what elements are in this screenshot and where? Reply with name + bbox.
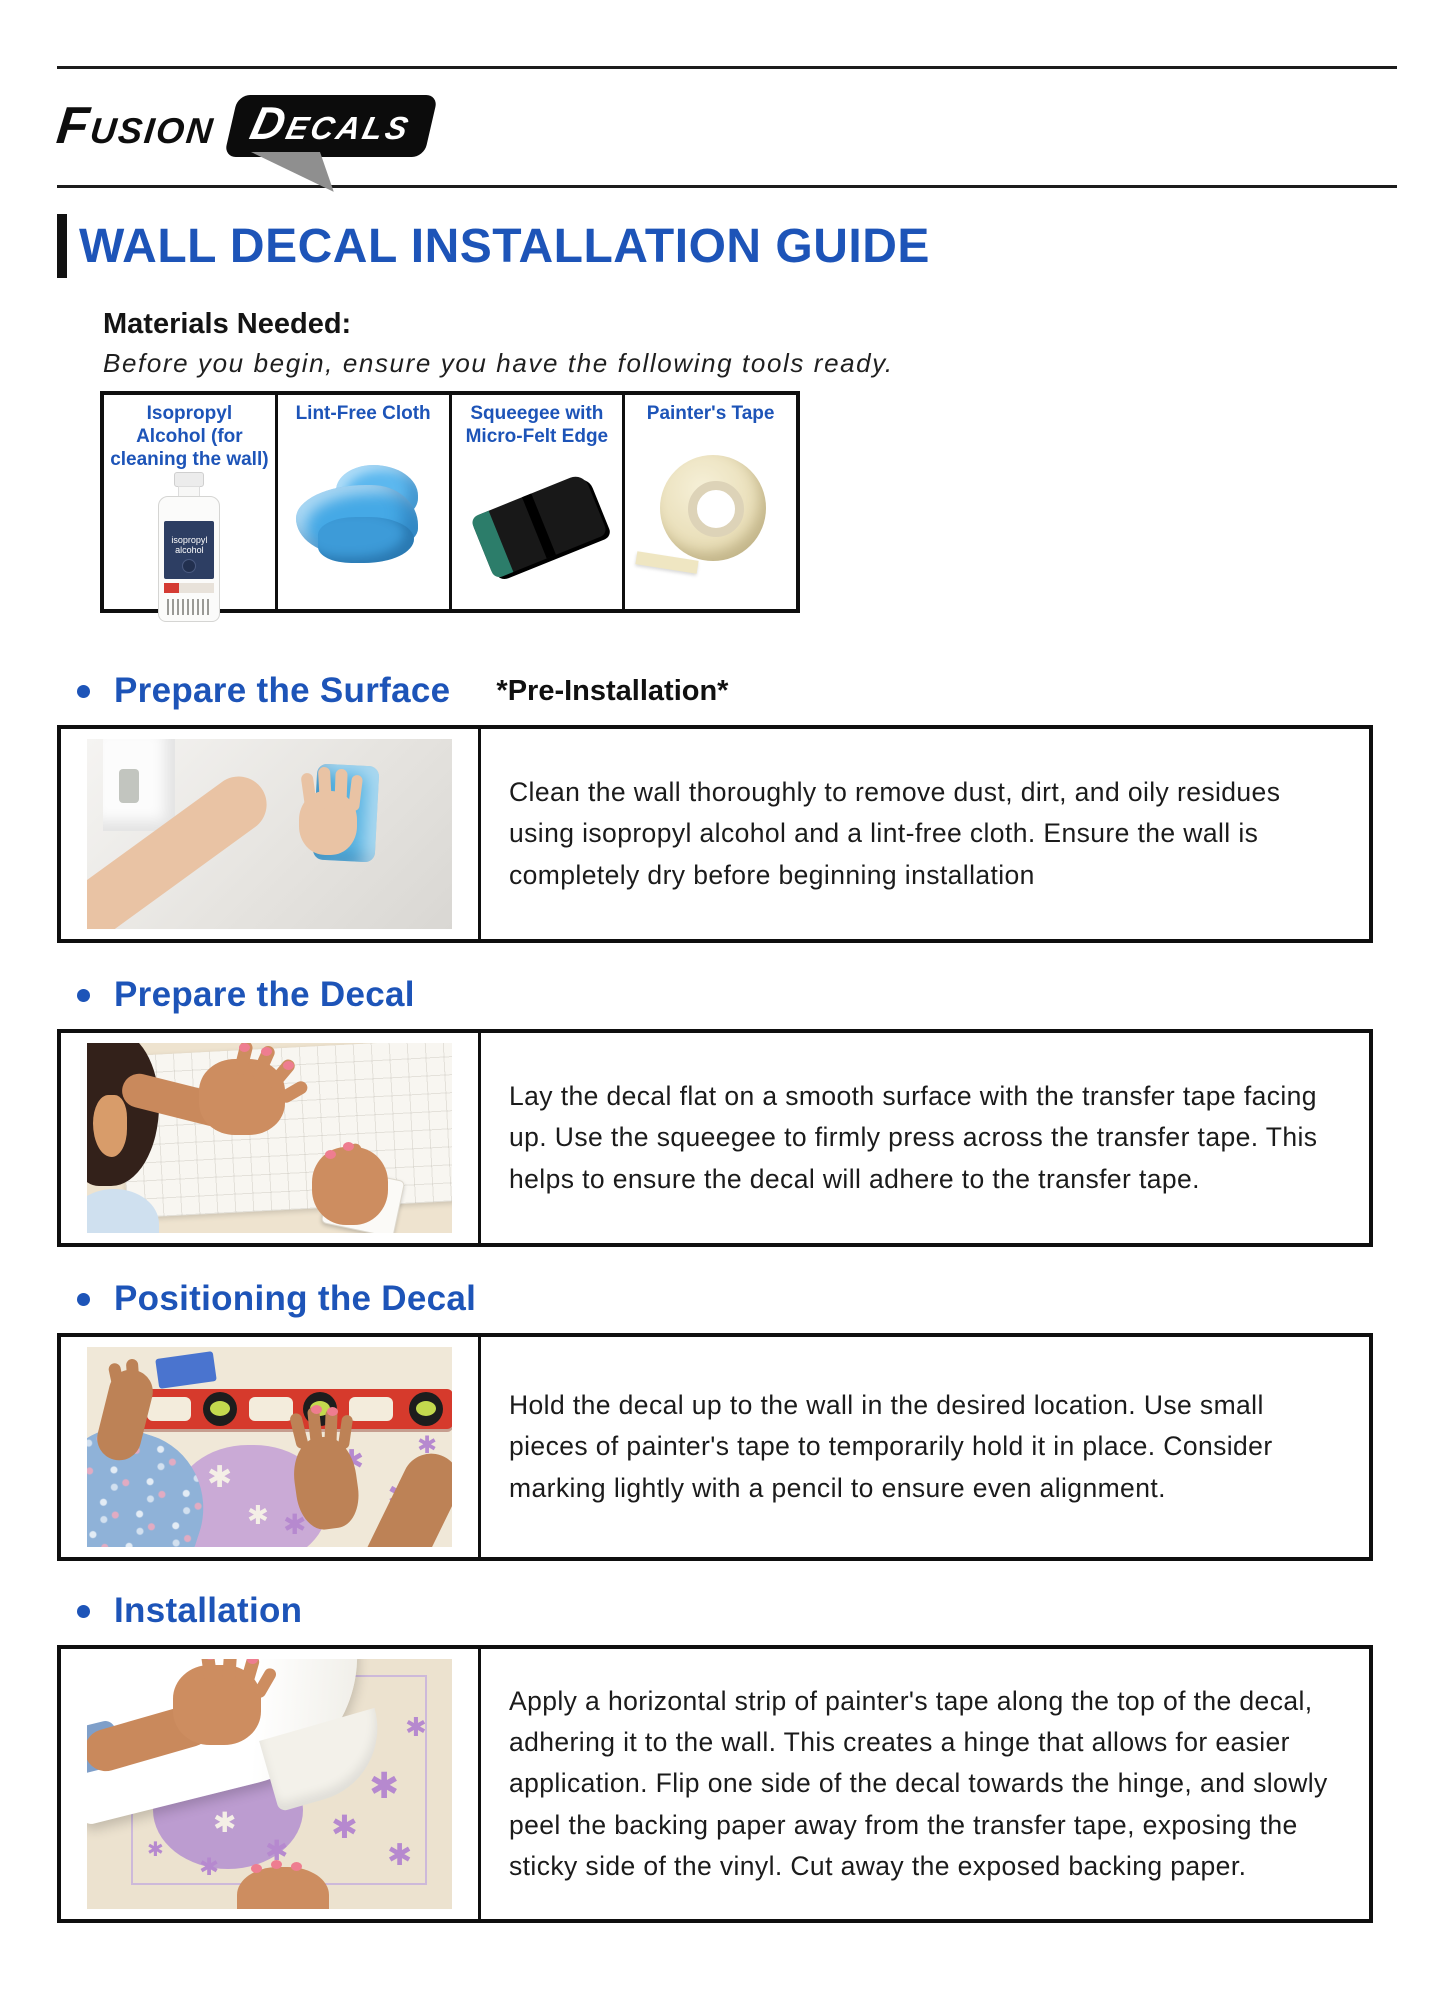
materials-heading: Materials Needed: xyxy=(103,308,352,340)
level-positioning-photo xyxy=(87,1347,452,1547)
step-box-installation xyxy=(57,1645,1373,1923)
logo-decals-badge xyxy=(224,95,438,157)
bullet-icon xyxy=(77,685,90,698)
step4-instructions: Apply a horizontal strip of painter's tape along the top of the decal, adhering it to the wall. This creates a hinge that allows for easier application. Flip one side of the decal towards the hinge, and slowly peel the backing paper away from the transfer tape, exposing the sticky side of the vinyl. Cut away the exposed backing paper. xyxy=(509,1685,1328,1881)
blue-cloth-icon xyxy=(288,453,438,573)
material-cell-alcohol xyxy=(104,395,278,609)
star-decal xyxy=(405,1715,427,1741)
bottle-barcode xyxy=(167,599,211,615)
page-title: WALL DECAL INSTALLATION GUIDE xyxy=(79,219,930,273)
step2-text-cell xyxy=(481,1033,1369,1243)
step4-photo-cell xyxy=(61,1649,481,1919)
isopropyl-alcohol-photo xyxy=(110,472,269,624)
material-label: Squeegee with Micro-Felt Edge xyxy=(465,403,609,448)
section-prepare-decal xyxy=(57,969,1397,1021)
material-cell-tape xyxy=(625,395,796,609)
wall-cleaning-photo xyxy=(87,739,452,929)
section-positioning-decal xyxy=(57,1273,1397,1325)
step2-photo-cell xyxy=(61,1033,481,1243)
shelf xyxy=(103,739,175,831)
person-face xyxy=(93,1095,127,1157)
squeegee-photo xyxy=(458,448,617,601)
arm xyxy=(352,1444,452,1547)
section-prepare-surface xyxy=(57,665,1397,717)
pre-installation-note: *Pre-Installation* xyxy=(496,674,729,707)
level-vial xyxy=(409,1392,443,1426)
material-label: Lint-Free Cloth xyxy=(295,403,431,424)
painters-tape-photo xyxy=(631,425,790,601)
bullet-icon xyxy=(77,1293,90,1306)
step-box-positioning-decal xyxy=(57,1333,1373,1561)
step2-instructions: Lay the decal flat on a smooth surface with the transfer tape facing up. Use the squeegee to firmly press across the transfer tape. This helps to ensure the decal will adhere to the transfer tape. xyxy=(509,1081,1318,1194)
step-box-prepare-decal xyxy=(57,1029,1373,1247)
star-decal xyxy=(207,1463,232,1493)
painters-tape-piece xyxy=(155,1351,217,1389)
star-decal xyxy=(369,1769,399,1805)
lint-free-cloth-photo xyxy=(284,425,443,601)
logo-decals-wordmark: Decals xyxy=(245,97,418,149)
peeling-backing-photo xyxy=(87,1659,452,1909)
alcohol-bottle-icon xyxy=(154,472,224,624)
step3-instructions: Hold the decal up to the wall in the desired location. Use small pieces of painter's tape to temporarily hold it in place. Consider marking lightly with a pencil to ensure even alignment. xyxy=(509,1390,1273,1503)
bottle-label: isopropyl alcohol xyxy=(164,521,214,579)
section-heading: Prepare the Decal xyxy=(114,975,415,1014)
star-decal xyxy=(331,1811,358,1843)
star-decal xyxy=(247,1503,269,1529)
squeegee-felt-edge xyxy=(470,510,513,579)
section-installation xyxy=(57,1585,1397,1637)
bullet-icon xyxy=(77,1605,90,1618)
step1-instructions: Clean the wall thoroughly to remove dust, dirt, and oily residues using isopropyl alcohol and a lint-free cloth. Ensure the wall is completely dry before beginning installation xyxy=(509,777,1281,890)
squeegee-icon xyxy=(462,463,612,587)
logo-fusion-wordmark: Fusion xyxy=(53,97,218,155)
star-decal xyxy=(213,1809,236,1837)
section-heading: Installation xyxy=(114,1591,303,1630)
tape-roll-icon xyxy=(636,449,786,577)
level-vial xyxy=(203,1392,237,1426)
step1-text-cell xyxy=(481,729,1369,939)
brand-logo xyxy=(53,69,1397,179)
hand xyxy=(237,1867,329,1909)
step1-photo-cell xyxy=(61,729,481,939)
bottle-warning-strip xyxy=(164,583,214,593)
step3-text-cell xyxy=(481,1337,1369,1557)
red-level xyxy=(121,1389,452,1429)
materials-intro: Before you begin, ensure you have the following tools ready. xyxy=(103,348,894,378)
material-label: Painter's Tape xyxy=(646,403,775,424)
section-heading: Prepare the Surface xyxy=(114,671,451,710)
material-cell-squeegee xyxy=(452,395,626,609)
page-title-row xyxy=(57,210,1397,282)
star-decal xyxy=(147,1839,164,1859)
star-decal xyxy=(387,1841,412,1871)
step4-text-cell xyxy=(481,1649,1369,1919)
section-heading: Positioning the Decal xyxy=(114,1279,477,1318)
decal-flattening-photo xyxy=(87,1043,452,1233)
title-accent-bar xyxy=(57,214,67,278)
materials-table xyxy=(100,391,800,613)
material-label: Isopropyl Alcohol (for cleaning the wall) xyxy=(110,403,269,471)
step-box-prepare-surface xyxy=(57,725,1373,943)
step3-photo-cell xyxy=(61,1337,481,1557)
bullet-icon xyxy=(77,989,90,1002)
header-divider xyxy=(57,185,1397,188)
material-cell-cloth xyxy=(278,395,452,609)
star-decal xyxy=(199,1855,219,1879)
